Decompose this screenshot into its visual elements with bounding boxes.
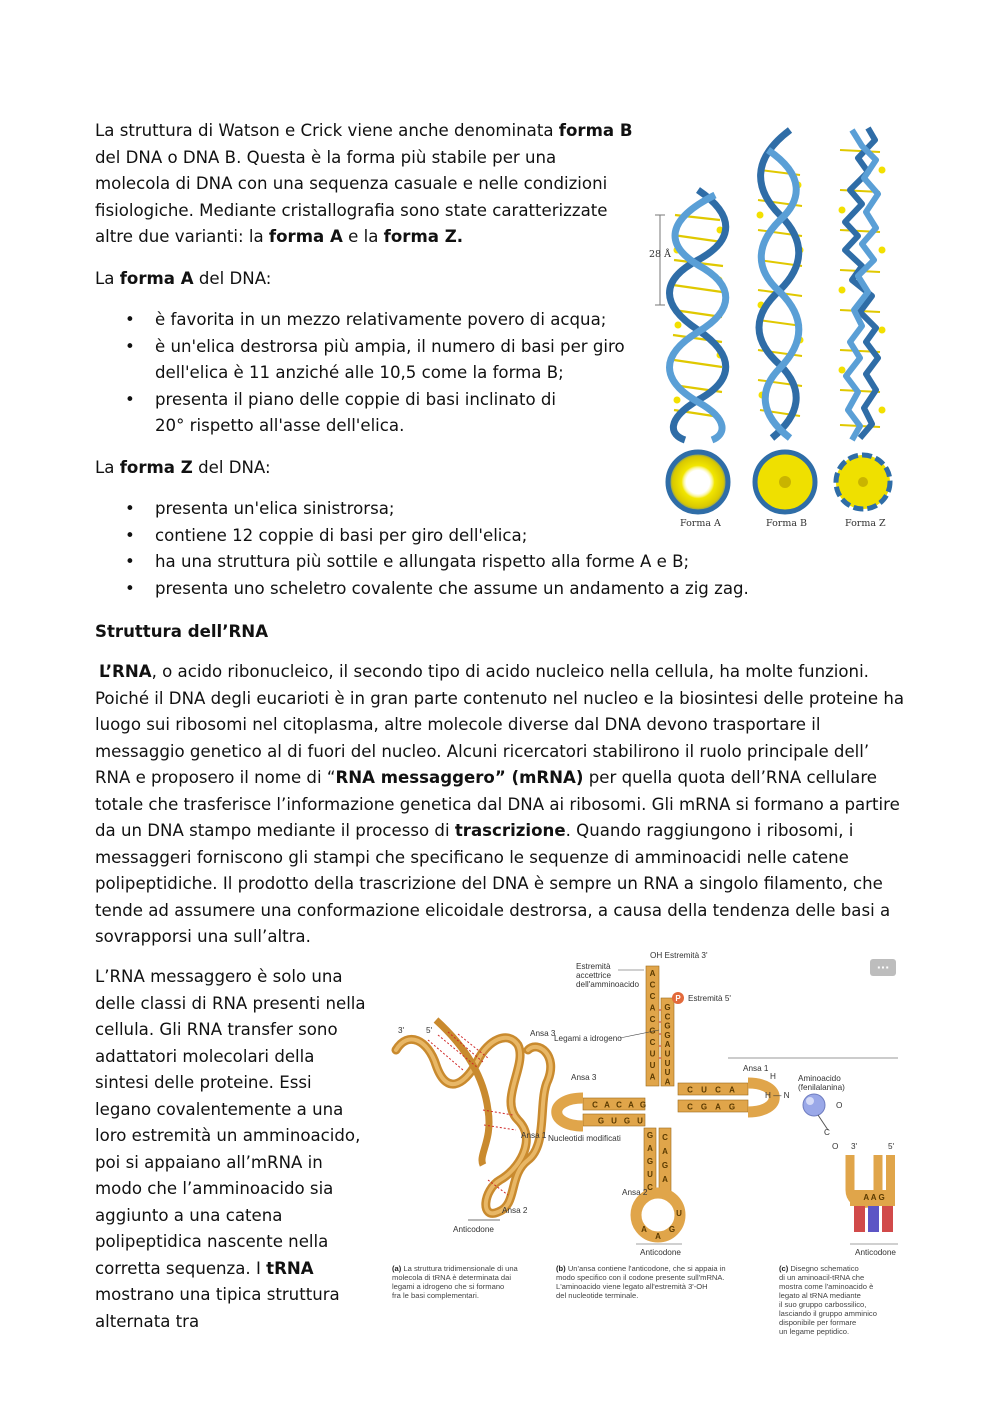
helix-forma-b	[757, 130, 804, 438]
end-view-forma-z	[836, 455, 890, 509]
caption-c	[779, 1264, 877, 1336]
rna-heading	[95, 619, 595, 646]
trna-base: A	[664, 1077, 671, 1087]
label-oh-3-prime: OH Estremità 3'	[650, 951, 708, 960]
trna-base: G	[661, 1161, 669, 1170]
rna2-text-c: mostrano una tipica struttura alternata tra	[95, 1285, 340, 1331]
forma-z-heading-pre: La	[95, 458, 120, 477]
forma-z-heading	[95, 455, 635, 482]
scale-label: 28 Å	[649, 249, 671, 260]
caption-c-line: lasciando il gruppo amminico	[779, 1309, 877, 1318]
label-ansa1-b: Ansa 1	[743, 1064, 769, 1073]
svg-text:(a) La struttura tridimensiona	[392, 1264, 519, 1273]
intro-text-1: La struttura di Watson e Crick viene anche denominata	[95, 121, 559, 140]
trna-base: U	[611, 1116, 617, 1126]
trna-base: G	[664, 1021, 671, 1031]
label-forma-z: Forma Z	[845, 518, 886, 529]
label-5-prime-a: 5'	[426, 1026, 433, 1035]
label-c: C	[824, 1128, 830, 1137]
caption-b-line: L'aminoacido viene legato all'estremità 3'-OH	[556, 1282, 708, 1291]
trna-base: C	[649, 980, 656, 990]
label-anticodone-c: Anticodone	[855, 1248, 896, 1257]
trna-loop-base: G	[668, 1225, 676, 1234]
trna-base: U	[664, 1049, 671, 1059]
forma-a-heading-bold: forma A	[119, 269, 194, 288]
rna-paragraph-1	[95, 659, 907, 951]
trna-base: A	[649, 1003, 656, 1013]
rna-bold-mrna: RNA messaggero” (mRNA)	[335, 768, 584, 787]
rna-paragraph-2	[95, 964, 367, 1335]
caption-c-line: Disegno schematico	[788, 1264, 859, 1273]
label-hn: H — N	[765, 1091, 790, 1100]
rna-bold-trascrizione: trascrizione	[454, 821, 566, 840]
label-anticodone-b: Anticodone	[640, 1248, 681, 1257]
label-acceptor-2: accettrice	[576, 971, 612, 980]
trna-base: C	[649, 1038, 656, 1047]
helix-forma-z	[839, 128, 886, 440]
trna-base: G	[664, 1030, 671, 1040]
more-options-icon: ···	[876, 961, 890, 974]
trna-loop-base: A	[641, 1225, 647, 1234]
caption-a-tag: (a)	[392, 1264, 402, 1273]
label-ansa2-a: Ansa 2	[502, 1206, 528, 1215]
trna-base: C	[687, 1085, 693, 1095]
caption-c-line: mostra come l'aminoacido è	[779, 1282, 874, 1291]
trna-base: U	[664, 1068, 671, 1078]
trna-base: A	[715, 1102, 721, 1112]
trna-base: G	[639, 1100, 647, 1110]
trna-loop-base: U	[676, 1209, 682, 1218]
svg-text:(c) Disegno schematico	[779, 1264, 859, 1273]
trna-base: C	[647, 1183, 653, 1192]
label-amino-1: Aminoacido	[798, 1074, 841, 1083]
label-h: H	[770, 1072, 776, 1081]
trna-base: G	[646, 1131, 654, 1140]
caption-b-tag: (b)	[556, 1264, 566, 1273]
label-forma-a: Forma A	[680, 518, 721, 529]
trna-base: A	[662, 1147, 668, 1156]
trna-base: A	[628, 1100, 634, 1110]
trna-base: G	[597, 1116, 605, 1126]
end-view-forma-a	[668, 452, 728, 512]
trna-3d-ribbon	[396, 1020, 556, 1234]
caption-c-line: un legame peptidico.	[779, 1327, 850, 1336]
label-3-prime-c: 3'	[851, 1142, 858, 1151]
trna-base: C	[662, 1133, 668, 1142]
caption-c-line: disponibile per formare	[779, 1318, 857, 1327]
helix-forma-a	[670, 190, 726, 440]
rna-text-a: , o acido ribonucleico, il secondo tipo di acido nucleico nella cellula, ha molte funzioni. Poiché il DNA degli eucarioti è in gran parte contenuto nel nucleo e la biosintesi delle proteine ha luogo sui ribosomi nel citoplasma, altre molecole diverse dal DNA devono trasportare il messaggio genetico al di fuori del nucleo. Alcuni ricercatori stabilirono il ruolo principale dell’ RNA e proposero il nome di “	[95, 662, 905, 787]
rna2-text-a: L’RNA messaggero è solo una delle classi di RNA presenti nella cellula. Gli RNA transfer sono adattatori molecolari della sintesi delle proteine. Essi legano covalentemente a una loro estremità un amminoacido, poi si appaiano all’mRNA in modo che l’amminoacido sia aggiunto a una catena polipeptidica nascente nella corretta sequenza. I	[95, 967, 366, 1278]
trna-figure	[388, 950, 903, 1336]
label-5-prime-end: Estremità 5'	[688, 994, 731, 1003]
caption-a-line: molecola di tRNA è determinata dai	[392, 1273, 512, 1282]
label-forma-b: Forma B	[766, 518, 808, 529]
forma-a-heading	[95, 266, 635, 293]
rna-text-c: per quella quota dell’RNA cellulare totale che trasferisce l’informazione genetica dal DNA ai ribosomi. Gli mRNA si formano a partire da un DNA stampo mediante il processo di	[95, 768, 900, 840]
intro-bold-forma-b: forma B	[558, 121, 633, 140]
label-legami-idrogeno: Legami a idrogeno	[554, 1034, 622, 1043]
forma-a-list	[95, 307, 635, 440]
label-acceptor-3: dell'amminoacido	[576, 980, 640, 989]
trna-base: C	[687, 1102, 693, 1112]
forma-a-item: • è favorita in un mezzo relativamente povero di acqua;	[95, 307, 635, 334]
trna-base: C	[649, 992, 656, 1001]
end-view-forma-b	[755, 452, 815, 512]
forma-z-item: • ha una struttura più sottile e allungata rispetto alla forme A e B;	[95, 549, 815, 576]
trna-base: U	[647, 1170, 653, 1179]
trna-base: C	[715, 1085, 721, 1095]
more-options-button[interactable]	[870, 959, 896, 976]
caption-c-tag: (c)	[779, 1264, 789, 1273]
trna-base: U	[637, 1116, 643, 1126]
trna-base: G	[649, 1026, 656, 1036]
rna-heading-text: Struttura dell’RNA	[95, 622, 269, 641]
trna-base: C	[616, 1100, 622, 1110]
trna-base: A	[649, 969, 656, 978]
forma-a-item: • è un'elica destrorsa più ampia, il numero di basi per giro dell'elica è 11 anziché alle 10,5 come la forma B;	[95, 334, 635, 387]
trna-base: C	[649, 1015, 656, 1024]
caption-a-line: legami a idrogeno che si formano	[392, 1282, 505, 1291]
forma-z-heading-bold: forma Z	[119, 458, 193, 477]
label-o-1: O	[836, 1101, 843, 1110]
trna-base: G	[700, 1102, 708, 1112]
caption-a-line: La struttura tridimensionale di una	[401, 1264, 518, 1273]
caption-c-line: legato al tRNA mediante	[779, 1291, 861, 1300]
rna-bold-rna: L’RNA	[99, 662, 152, 681]
trna-base: U	[649, 1049, 656, 1059]
label-amino-2: (fenilalanina)	[798, 1083, 845, 1092]
intro-paragraph	[95, 118, 635, 251]
caption-c-line: il suo gruppo carbossilico,	[779, 1300, 867, 1309]
trna-base: A	[649, 1072, 656, 1082]
trna-base: A	[647, 1144, 653, 1153]
trna-cloverleaf	[548, 951, 774, 1257]
label-nucleotidi-modificati: Nucleotidi modificati	[548, 1134, 621, 1143]
label-anticodone-a: Anticodone	[453, 1225, 494, 1234]
phosphate-label: P	[675, 994, 681, 1003]
label-ansa2-b: Ansa 2	[622, 1188, 648, 1197]
forma-a-heading-pre: La	[95, 269, 120, 288]
caption-b-line: del nucleotide terminale.	[556, 1291, 639, 1300]
trna-base: C	[592, 1100, 598, 1110]
trna-base: U	[649, 1061, 656, 1070]
trna-base: C	[664, 1012, 671, 1022]
caption-b	[556, 1264, 726, 1300]
caption-c-line: di un aminoacil-tRNA che	[779, 1273, 865, 1282]
label-o-2: O	[832, 1142, 839, 1151]
label-5-prime-c: 5'	[888, 1142, 895, 1151]
label-3-prime-a: 3'	[398, 1026, 405, 1035]
dna-forms-figure	[640, 120, 900, 540]
forma-z-item: • contiene 12 coppie di basi per giro dell'elica;	[95, 523, 815, 550]
rna2-bold-trna: tRNA	[266, 1258, 314, 1278]
trna-base: G	[646, 1157, 654, 1166]
forma-z-heading-post: del DNA:	[192, 458, 271, 477]
label-acceptor-1: Estremità	[576, 962, 611, 971]
trna-base: G	[623, 1116, 631, 1126]
forma-z-item: • presenta un'elica sinistrorsa;	[95, 496, 815, 523]
trna-base: A	[664, 1040, 671, 1050]
caption-b-line: Un'ansa contiene l'anticodone, che si appaia in	[565, 1264, 726, 1273]
forma-a-item: • presenta il piano delle coppie di basi inclinato di 20° rispetto all'asse dell'elica.	[95, 387, 635, 440]
label-ansa3-a: Ansa 3	[530, 1029, 556, 1038]
trna-base: A	[662, 1175, 668, 1184]
trna-base: U	[701, 1085, 707, 1095]
label-aag: A A G	[863, 1193, 885, 1202]
forma-a-heading-post: del DNA:	[193, 269, 272, 288]
trna-base: G	[664, 1003, 671, 1012]
forma-z-item: • presenta uno scheletro covalente che assume un andamento a zig zag.	[95, 576, 815, 603]
label-ansa3-b: Ansa 3	[571, 1073, 597, 1082]
label-ansa1-a: Ansa 1	[521, 1131, 547, 1140]
caption-b-line: modo specifico con il codone presente sull'mRNA.	[556, 1273, 725, 1282]
intro-bold-forma-z: forma Z.	[383, 227, 464, 246]
aminoacyl-trna-scheme	[765, 1072, 898, 1257]
caption-a-line: fra le basi complementari.	[392, 1291, 479, 1300]
caption-a	[392, 1264, 519, 1300]
trna-base: A	[729, 1085, 735, 1095]
trna-base: U	[664, 1058, 671, 1068]
svg-text:(b) Un'ansa contiene l'anticod	[556, 1264, 726, 1273]
intro-text-2: del DNA o DNA B. Questa è la forma più stabile per una molecola di DNA con una sequenza casuale e nelle condizioni fisiologiche. Mediante cristallografia sono state caratterizzate altre due varianti: la	[95, 147, 608, 246]
intro-text-3: e la	[342, 227, 384, 246]
rna-text-d: . Quando raggiungono i ribosomi, i messaggeri forniscono gli stampi che specificano le sequenze di amminoacidi nelle catene polipeptidiche. Il prodotto della trascrizione del DNA è sempre un RNA a singolo filamento, che tende ad assumere una conformazione elicoidale destrorsa, a causa della tendenza delle basi a sovrapporsi una sull’altra.	[95, 821, 891, 946]
trna-base: A	[604, 1100, 610, 1110]
intro-bold-forma-a: forma A	[268, 227, 343, 246]
trna-base: G	[728, 1102, 736, 1112]
trna-loop-base: A	[655, 1232, 661, 1241]
